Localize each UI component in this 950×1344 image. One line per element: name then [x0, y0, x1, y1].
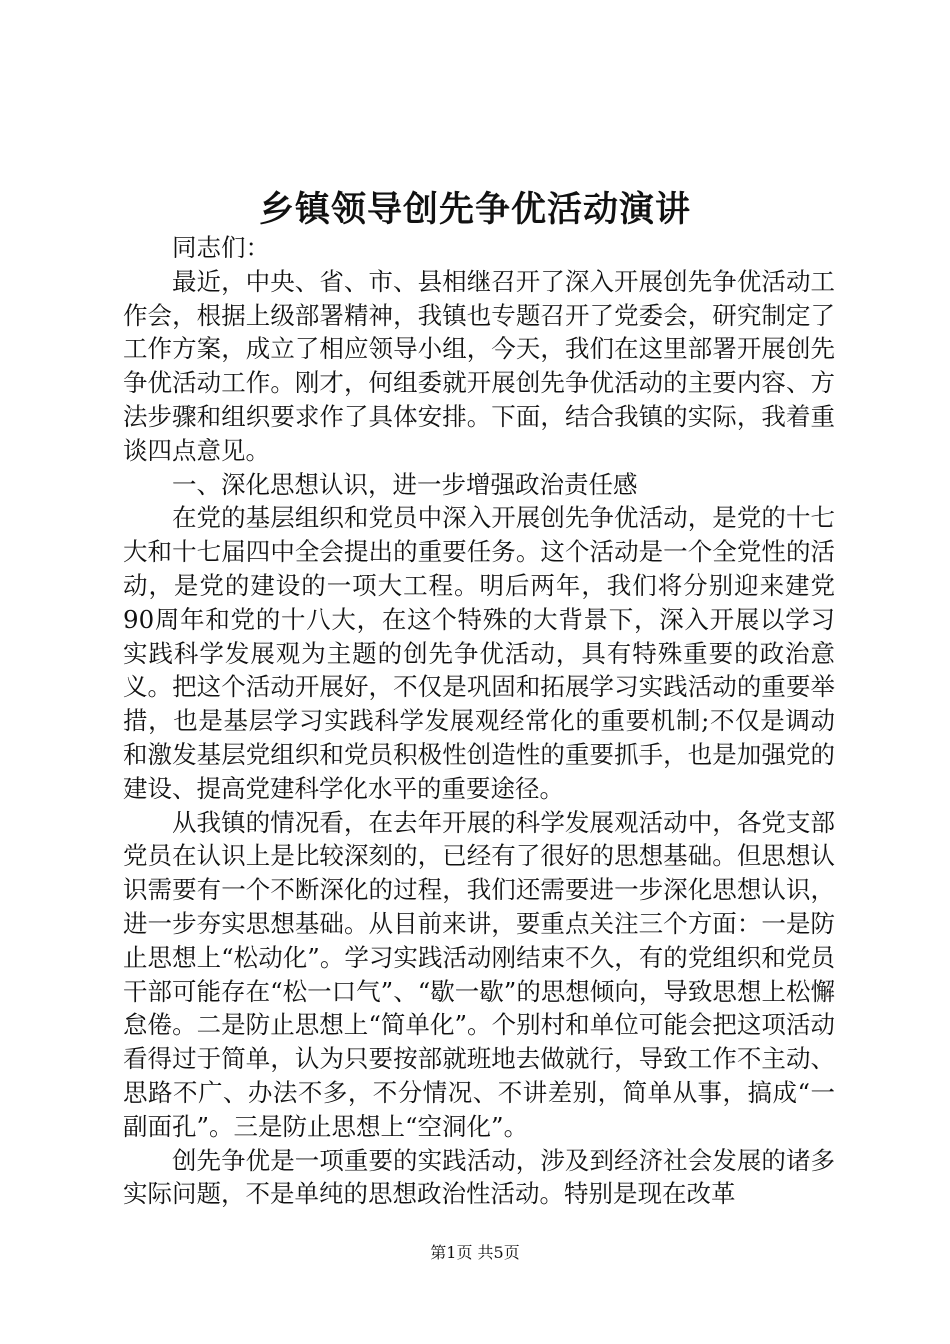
paragraph-salutation: 同志们： — [172, 233, 270, 262]
paragraph-significance: 在党的基层组织和党员中深入开展创先争优活动，是党的十七大和十七届四中全会提出的重要任务。这个活动是一个全党性的活动，是党的建设的一项大工程。明后两年，我们将分别迎来建党90周年和党的十八大，在这个特殊的大背景下，深入开展以学习实践科学发展观为主题的创先争优活动，具有特殊重要的政治意义。把这个活动开展好，不仅是巩固和拓展学习实践活动的重要举措，也是基层学习实践科学发展观经常化的重要机制;不仅是调动和激发基层党组织和党员积极性创造性的重要抓手，也是加强党的建设、提高党建科学化水平的重要途径。 — [123, 503, 835, 803]
paragraph-intro: 最近，中央、省、市、县相继召开了深入开展创先争优活动工作会，根据上级部署精神，我镇也专题召开了党委会，研究制定了工作方案，成立了相应领导小组，今天，我们在这里部署开展创先争优活动工作。刚才，何组委就开展创先争优活动的主要内容、方法步骤和组织要求作了具体安排。下面，结合我镇的实际，我着重谈四点意见。 — [123, 266, 835, 465]
document-title: 乡镇领导创先争优活动演讲 — [258, 189, 691, 230]
document-body — [123, 231, 835, 1211]
paragraph-town-situation: 从我镇的情况看，在去年开展的科学发展观活动中，各党支部党员在认识上是比较深刻的，已经有了很好的思想基础。但思想认识需要有一个不断深化的过程，我们还需要进一步深化思想认识，进一步夯实思想基础。从目前来讲，要重点关注三个方面：一是防止思想上“松动化”。学习实践活动刚结束不久，有的党组织和党员干部可能存在“松一口气”、“歇一歇”的思想倾向，导致思想上松懈怠倦。二是防止思想上“简单化”。个别村和单位可能会把这项活动看得过于简单，认为只要按部就班地去做就行，导致工作不主动、思路不广、办法不多，不分情况、不讲差别，简单从事，搞成“一副面孔”。三是防止思想上“空洞化”。 — [123, 807, 835, 1141]
section-heading-1: 一、深化思想认识，进一步增强政治责任感 — [172, 469, 638, 499]
page-footer: 第1页 共5页 — [430, 1243, 520, 1262]
paragraph-practice: 创先争优是一项重要的实践活动，涉及到经济社会发展的诸多实际问题，不是单纯的思想政治性活动。特别是现在改革 — [123, 1145, 835, 1209]
